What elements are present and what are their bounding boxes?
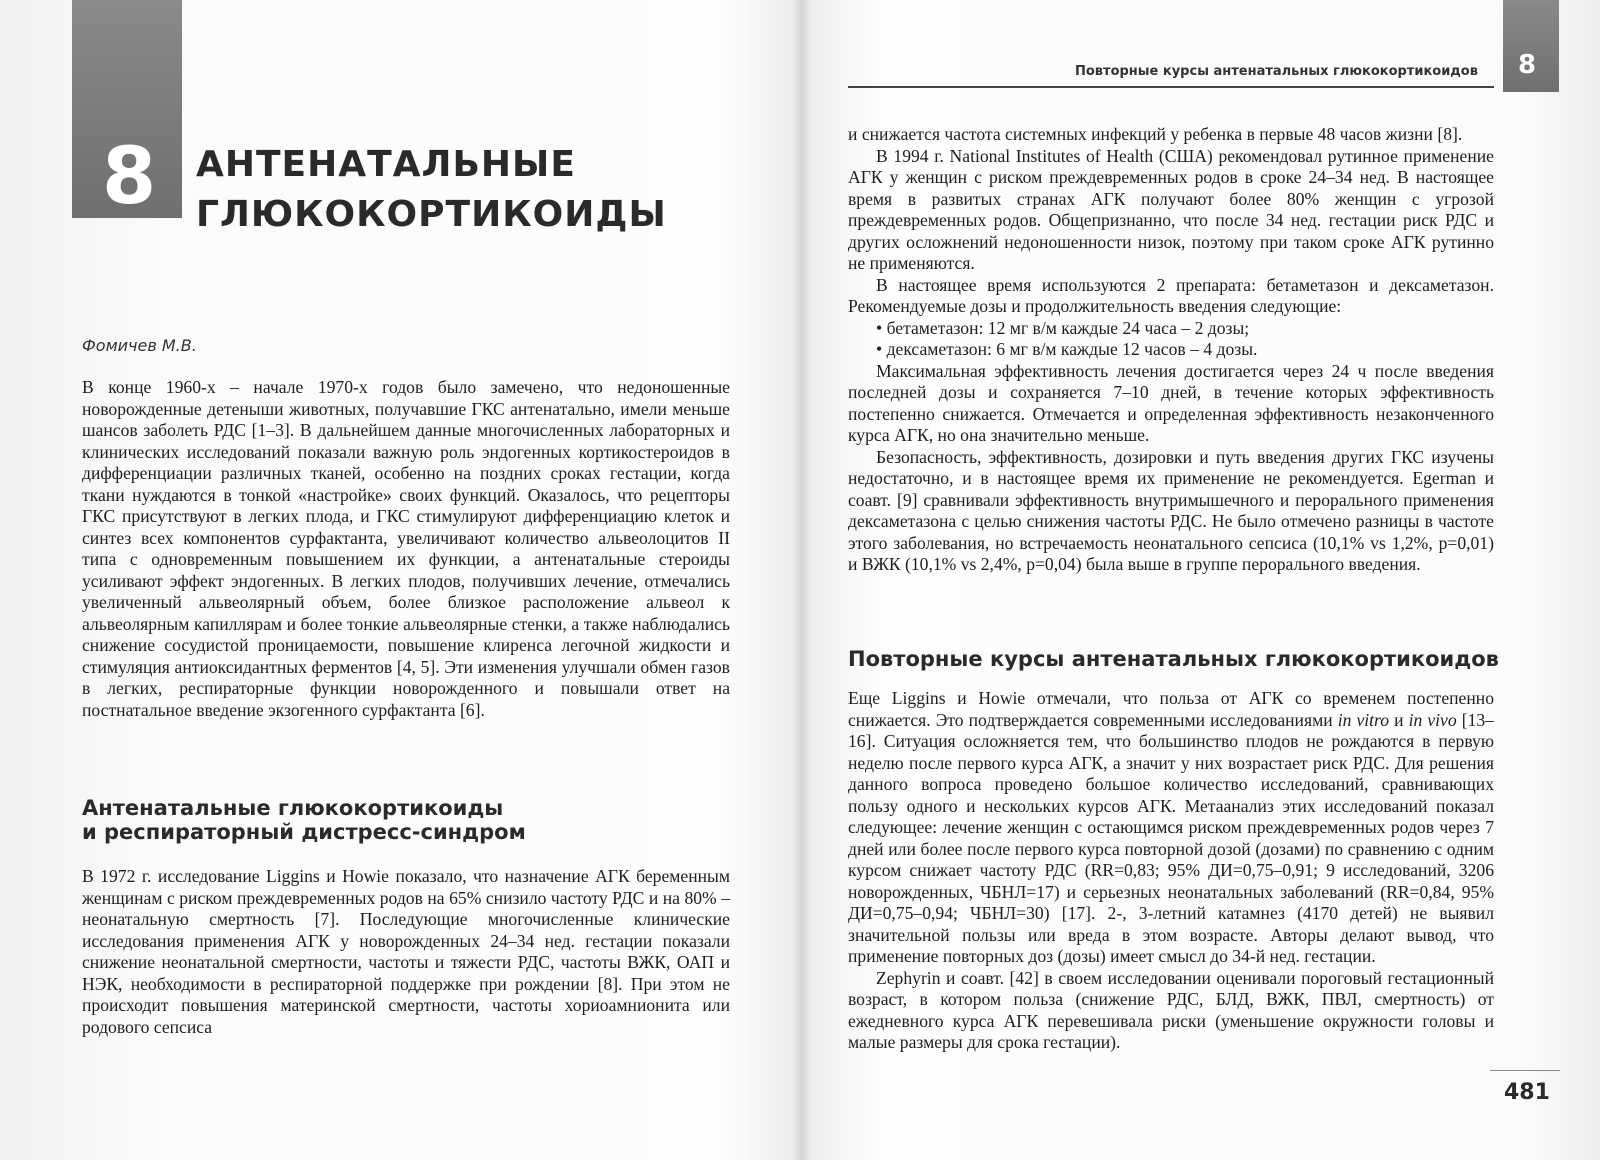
paragraph-1: и снижается частота системных инфекций у ребенка в первые 48 часов жизни [8]. <box>848 124 1463 144</box>
list-item: • бетаметазон: 12 мг в/м каждые 24 часа – 2 дозы; <box>876 318 1494 340</box>
intro-paragraph: В конце 1960-х – начале 1970-х годов было замечено, что недоношенные новорожденные детеныши животных, получавшие ГКС антенатально, имели меньше шансов заболеть РДС [1–3]. В дальнейшем данные многочисленных лабораторных и клинических исследований показали важную роль эндогенных кортикостероидов в дифференциации различных тканей, особенно на поздних сроках гестации, когда ткани нуждаются в тонкой «настройке» своих функций. Оказалось, что рецепторы ГКС присутствуют в легких плода, и ГКС стимулируют дифференциацию клеток и синтез всех компонентов сурфактанта, увеличивают количество альвеолоцитов II типа с одновременным повышением их функции, а антенатальные стероиды усиливают эффект эндогенных. В легких плодов, получивших лечение, отмечались увеличенный альвеолярный объем, более близкое расположение альвеол к альвеолярным капиллярам и более тонкие альвеолярные стенки, а также наблюдались снижение сосудистой проницаемости, повышение клиренса легочной жидкости и стимуляция антиоксидантных ферментов [4, 5]. Эти изменения улучшали обмен газов в легких, респираторные функции новорожденного и повышали ответ на постнатальное введение экзогенного сурфактанта [6]. <box>82 377 730 720</box>
paragraph-5: Безопасность, эффективность, дозировки и путь введения других ГКС изучены недостаточно, и в настоящее время их применение не рекомендуется. Egerman и соавт. [9] сравнивали эффективность внутримышечного и перорального применения дексаметазона с целью снижения частоты РДС. Не было отмечено разницы в частоте этого заболевания, но встречаемость неонатального сепсиса (10,1% vs 1,2%, p=0,01) и ВЖК (10,1% vs 2,4%, p=0,04) была выше в группе перорального введения. <box>848 446 1494 574</box>
right-text-bottom <box>848 688 1494 1054</box>
section-paragraph: В 1972 г. исследование Liggins и Howie показало, что назначение АГК беременным женщинам с риском преждевременных родов на 65% снизило частоту РДС и на 80% – неонатальную смертность [7]. Последующие многочисленные клинические исследования применения АГК у новорожденных 24–34 нед. гестации показали снижение неонатальной смертности, частоты и тяжести РДС, частоты ВЖК, ОАП и НЭК, необходимости в респираторной поддержке при рождении [8]. При этом не происходит повышения материнской смертности, частоты хориоамнионита или родового сепсиса <box>82 866 730 1037</box>
p6-and: и <box>1389 709 1409 730</box>
running-head-rule <box>848 86 1494 88</box>
section-heading-line2: и респираторный дистресс-синдром <box>82 820 526 844</box>
paragraph-7: Zephyrin и соавт. [42] в своем исследовании оценивали пороговый гестационный возраст, в котором польза (снижение РДС, БЛД, ВЖК, ПВЛ, смертность) от ежедневного курса АГК перевешивала риски (уменьшение окружности головы и малые размеры для срока гестации). <box>848 967 1494 1052</box>
paragraph-4: Максимальная эффективность лечения достигается через 24 ч после введения последней дозы и сохраняется 7–10 дней, в течение которых эффективность постепенно снижается. Отмечается и определенная эффективность незаконченного курса АГК, но она значительно меньше. <box>848 360 1494 445</box>
paragraph-3: В настоящее время используются 2 препарата: бетаметазон и дексаметазон. Рекомендуемые дозы и продолжительность введения следующие: <box>848 274 1494 316</box>
section-heading-line1: Антенатальные глюкокортикоиды <box>82 796 504 820</box>
page-number-rule <box>1490 1070 1560 1071</box>
right-text-top <box>848 124 1494 576</box>
page-number: 481 <box>1504 1080 1550 1105</box>
chapter-title-line1: АНТЕНАТАЛЬНЫЕ <box>196 144 576 185</box>
chapter-title <box>196 140 667 240</box>
p6-part2: [13–16]. Ситуация осложняется тем, что большинство плодов не рождаются в первую неделю после первого курса АГК, а значит у них возрастает риск РДС. Для решения данного вопроса проведено большое количество исследований, сравнивающих пользу одного и нескольких курсов АГК. Метаанализ этих исследований показал следующее: лечение женщин с остающимся риском преждевременных родов через 7 дней или более после первого курса повторной дозой (дозами) по сравнению с одним курсом снижает частоту РДС (RR=0,83; 95% ДИ=0,75–0,91; 9 исследований, 3206 новорожденных, ЧБНЛ=17) и серьезных неонатальных заболеваний (RR=0,84, 95% ДИ=0,75–0,94; ЧБНЛ=30) [17]. 2-, 3-летний катамнез (4170 детей) не выявил значительной пользы или вреда в этом возрасте. Авторы делают вывод, что применение повторных доз (дозы) имеет смысл до 34-й нед. гестации. <box>848 709 1494 966</box>
chapter-number: 8 <box>102 132 157 222</box>
paragraph-6 <box>848 688 1494 968</box>
p6-part1: Еще Liggins и Howie отмечали, что польза от АГК со временем постепенно снижается. Это подтверждается современными исследованиями <box>848 688 1494 730</box>
paragraph-2: В 1994 г. National Institutes of Health (США) рекомендовал рутинное применение АГК у женщин с риском преждевременных родов в сроке 24–34 нед. В настоящее время в развитых странах АГК получают более 80% женщин с угрозой преждевременных родов. Общепризнанно, что после 34 нед. гестации риск РДС и других осложнений недоношенности низок, поэтому при таком сроке АГК рутинно не применяются. <box>848 145 1494 273</box>
in-vitro-term: in vitro <box>1337 709 1390 730</box>
chapter-title-line2: ГЛЮКОКОРТИКОИДЫ <box>196 194 667 235</box>
list-item: • дексаметазон: 6 мг в/м каждые 12 часов – 4 дозы. <box>876 339 1494 361</box>
dosage-list <box>848 318 1494 361</box>
author-name: Фомичев М.В. <box>82 336 197 355</box>
book-gutter <box>792 0 812 1160</box>
section-heading-ags-rds <box>82 796 526 844</box>
section-text-left <box>82 866 730 1038</box>
running-head: Повторные курсы антенатальных глюкокортикоидов <box>1075 64 1478 79</box>
intro-text <box>82 377 730 721</box>
section-heading-repeat-courses: Повторные курсы антенатальных глюкокортикоидов <box>848 647 1499 671</box>
chapter-tab-number: 8 <box>1518 50 1537 80</box>
in-vivo-term: in vivo <box>1408 709 1457 730</box>
